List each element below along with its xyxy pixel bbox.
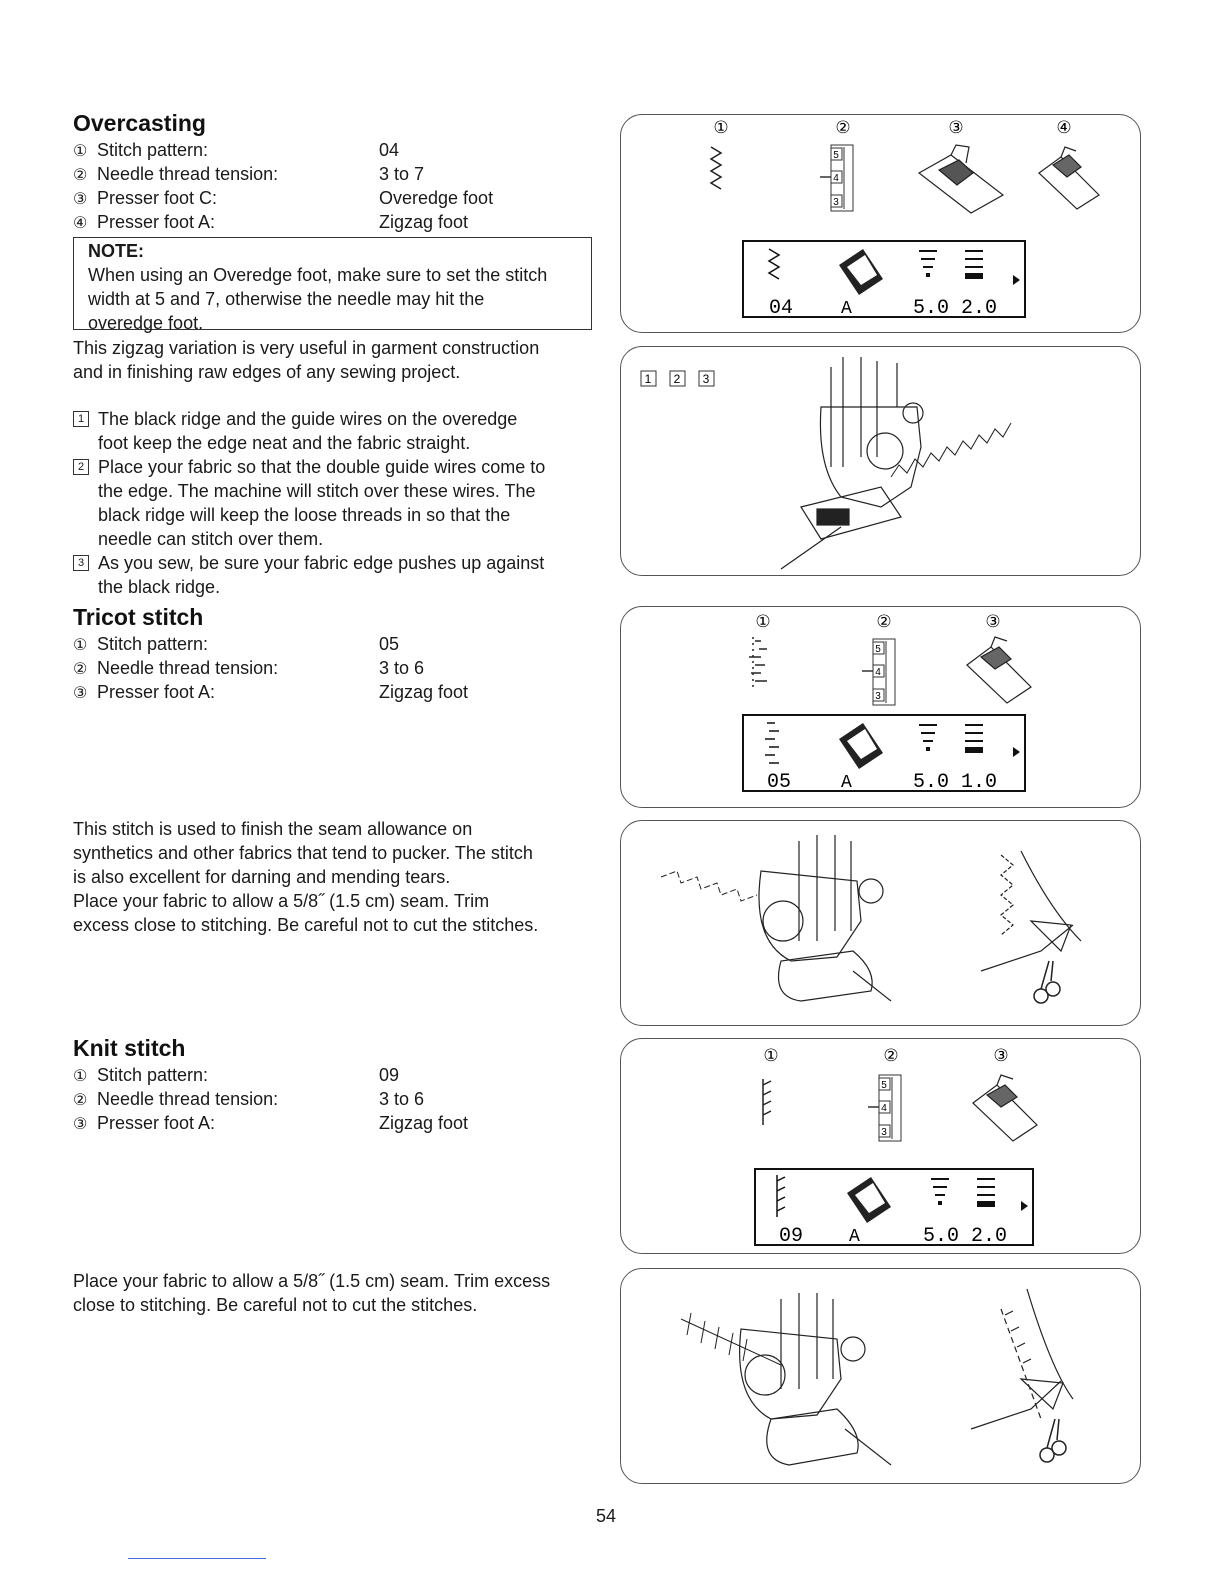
knit-title: Knit stitch — [73, 1035, 186, 1061]
scissors-icon — [1040, 1419, 1066, 1462]
panel-label: ① — [755, 612, 771, 631]
step-item: 2 Place your fabric so that the double guide wires come to the edge. The machine will stitch over these wires. The black ridge will keep the loose threads in so that the needle can stitch over them. — [73, 455, 545, 551]
dial-mark: 5 — [881, 1080, 887, 1091]
lcd-foot-letter: A — [841, 773, 852, 793]
lcd-pattern-number: 09 — [779, 1225, 804, 1248]
dial-mark: 3 — [881, 1127, 887, 1138]
spec-row: ① Stitch pattern: 09 — [73, 1065, 400, 1085]
tension-dial-icon — [820, 145, 853, 211]
overcasting-specs — [73, 138, 493, 234]
step-box-labels — [641, 371, 714, 386]
zigzag-foot-icon — [1039, 147, 1099, 209]
footer-rule — [128, 1558, 266, 1559]
tricot-sewing-illustration — [621, 821, 1142, 1027]
tricot-stitch-line — [661, 871, 757, 901]
tricot-settings-illustration — [621, 607, 1142, 809]
step-item: 1 The black ridge and the guide wires on the overedge foot keep the edge neat and the fabric straight. — [73, 407, 545, 455]
spec-row: ① Stitch pattern: 05 — [73, 634, 400, 654]
zigzag-foot-icon — [967, 637, 1031, 703]
lcd-foot-letter: A — [849, 1227, 860, 1247]
knit-description: Place your fabric to allow a 5/8˝ (1.5 cm) seam. Trim excess close to stitching. Be careful not to cut the stitches. — [73, 1271, 551, 1315]
knit-stitch-icon — [763, 1079, 771, 1125]
spec-row: ② Needle thread tension: 3 to 6 — [73, 1089, 425, 1109]
dial-mark: 5 — [833, 150, 839, 161]
note-line: When using an Overedge foot, make sure to set the stitch — [88, 265, 548, 285]
lcd-pattern-number: 05 — [767, 771, 792, 794]
svg-text:1: 1 — [644, 372, 652, 386]
svg-text:2: 2 — [673, 372, 681, 386]
presser-foot-drawing — [781, 357, 923, 569]
spec-row: ① Stitch pattern: 04 — [73, 140, 400, 160]
tricot-stitch-icon — [749, 637, 767, 687]
lcd-foot-letter: A — [841, 299, 852, 319]
svg-text:3: 3 — [702, 372, 710, 386]
knit-sewing-illustration-panel — [620, 1268, 1141, 1484]
panel-label: ② — [835, 118, 851, 137]
overcasting-settings-illustration — [621, 115, 1142, 334]
lcd-display — [743, 715, 1025, 794]
lcd-stitch-length: 1.0 — [961, 771, 998, 794]
spec-row: ③ Presser foot C: Overedge foot — [73, 188, 494, 208]
overedge-foot-illustration — [621, 347, 1142, 577]
tension-dial-icon — [862, 639, 895, 705]
note-line: overedge foot. — [88, 313, 204, 333]
zigzag-stitch-icon — [711, 147, 721, 189]
overedge-foot-illustration-panel — [620, 346, 1141, 576]
tricot-specs — [73, 632, 468, 704]
tension-dial-icon — [868, 1075, 901, 1141]
lcd-stitch-length: 2.0 — [971, 1225, 1008, 1248]
panel-label: ④ — [1056, 118, 1072, 137]
panel-label: ② — [876, 612, 892, 631]
knit-sewing-illustration — [621, 1269, 1142, 1485]
spec-row: ② Needle thread tension: 3 to 7 — [73, 164, 425, 184]
lcd-display — [743, 241, 1025, 320]
trimmed-fabric-drawing — [981, 851, 1081, 971]
note-title: NOTE: — [88, 241, 144, 261]
spec-row: ③ Presser foot A: Zigzag foot — [73, 682, 469, 702]
lcd-stitch-width: 5.0 — [913, 771, 950, 794]
step-item: 3 As you sew, be sure your fabric edge pushes up against the black ridge. — [73, 551, 545, 599]
page-number: 54 — [596, 1506, 617, 1526]
lcd-stitch-width: 5.0 — [913, 297, 950, 320]
dial-mark: 3 — [875, 691, 881, 702]
overcasting-settings-panel — [620, 114, 1141, 333]
dial-mark: 4 — [881, 1103, 887, 1114]
note-box — [73, 237, 592, 333]
overcasting-steps — [73, 407, 545, 599]
overedge-foot-icon — [919, 145, 1003, 213]
zigzag-stitch-line — [891, 423, 1011, 477]
dial-mark: 4 — [875, 667, 881, 678]
lcd-stitch-length: 2.0 — [961, 297, 998, 320]
tricot-sewing-illustration-panel — [620, 820, 1141, 1026]
tricot-title: Tricot stitch — [73, 604, 204, 630]
dial-mark: 3 — [833, 197, 839, 208]
trimmed-fabric-drawing — [971, 1289, 1073, 1429]
panel-label: ① — [763, 1046, 779, 1065]
knit-specs — [73, 1063, 468, 1135]
lcd-stitch-width: 5.0 — [923, 1225, 960, 1248]
knit-settings-panel — [620, 1038, 1141, 1254]
knit-stitch-line — [681, 1313, 781, 1365]
lcd-display — [755, 1169, 1033, 1248]
panel-label: ③ — [985, 612, 1001, 631]
presser-foot-drawing — [740, 1293, 891, 1465]
panel-label: ③ — [948, 118, 964, 137]
spec-row: ④ Presser foot A: Zigzag foot — [73, 212, 469, 232]
overcasting-description: This zigzag variation is very useful in garment construction and in finishing raw edges of any sewing project. — [73, 338, 540, 382]
dial-mark: 5 — [875, 644, 881, 655]
panel-label: ② — [883, 1046, 899, 1065]
scissors-icon — [1034, 961, 1060, 1003]
zigzag-foot-icon — [973, 1075, 1037, 1141]
overcasting-title: Overcasting — [73, 110, 206, 136]
panel-label: ③ — [993, 1046, 1009, 1065]
dial-mark: 4 — [833, 173, 839, 184]
tricot-description: This stitch is used to finish the seam allowance on synthetics and other fabrics that tend to pucker. The stitch is also excellent for darning and mending tears. Place your fabric to allow a 5/8˝ (1.5 cm) seam. Trim excess close to stitching. Be careful not to cut the stitches. — [73, 819, 539, 935]
note-line: width at 5 and 7, otherwise the needle may hit the — [88, 289, 485, 309]
knit-settings-illustration — [621, 1039, 1142, 1255]
spec-row: ③ Presser foot A: Zigzag foot — [73, 1113, 469, 1133]
lcd-pattern-number: 04 — [769, 297, 794, 320]
presser-foot-drawing — [759, 835, 891, 1001]
spec-row: ② Needle thread tension: 3 to 6 — [73, 658, 425, 678]
panel-label: ① — [713, 118, 729, 137]
tricot-settings-panel — [620, 606, 1141, 808]
